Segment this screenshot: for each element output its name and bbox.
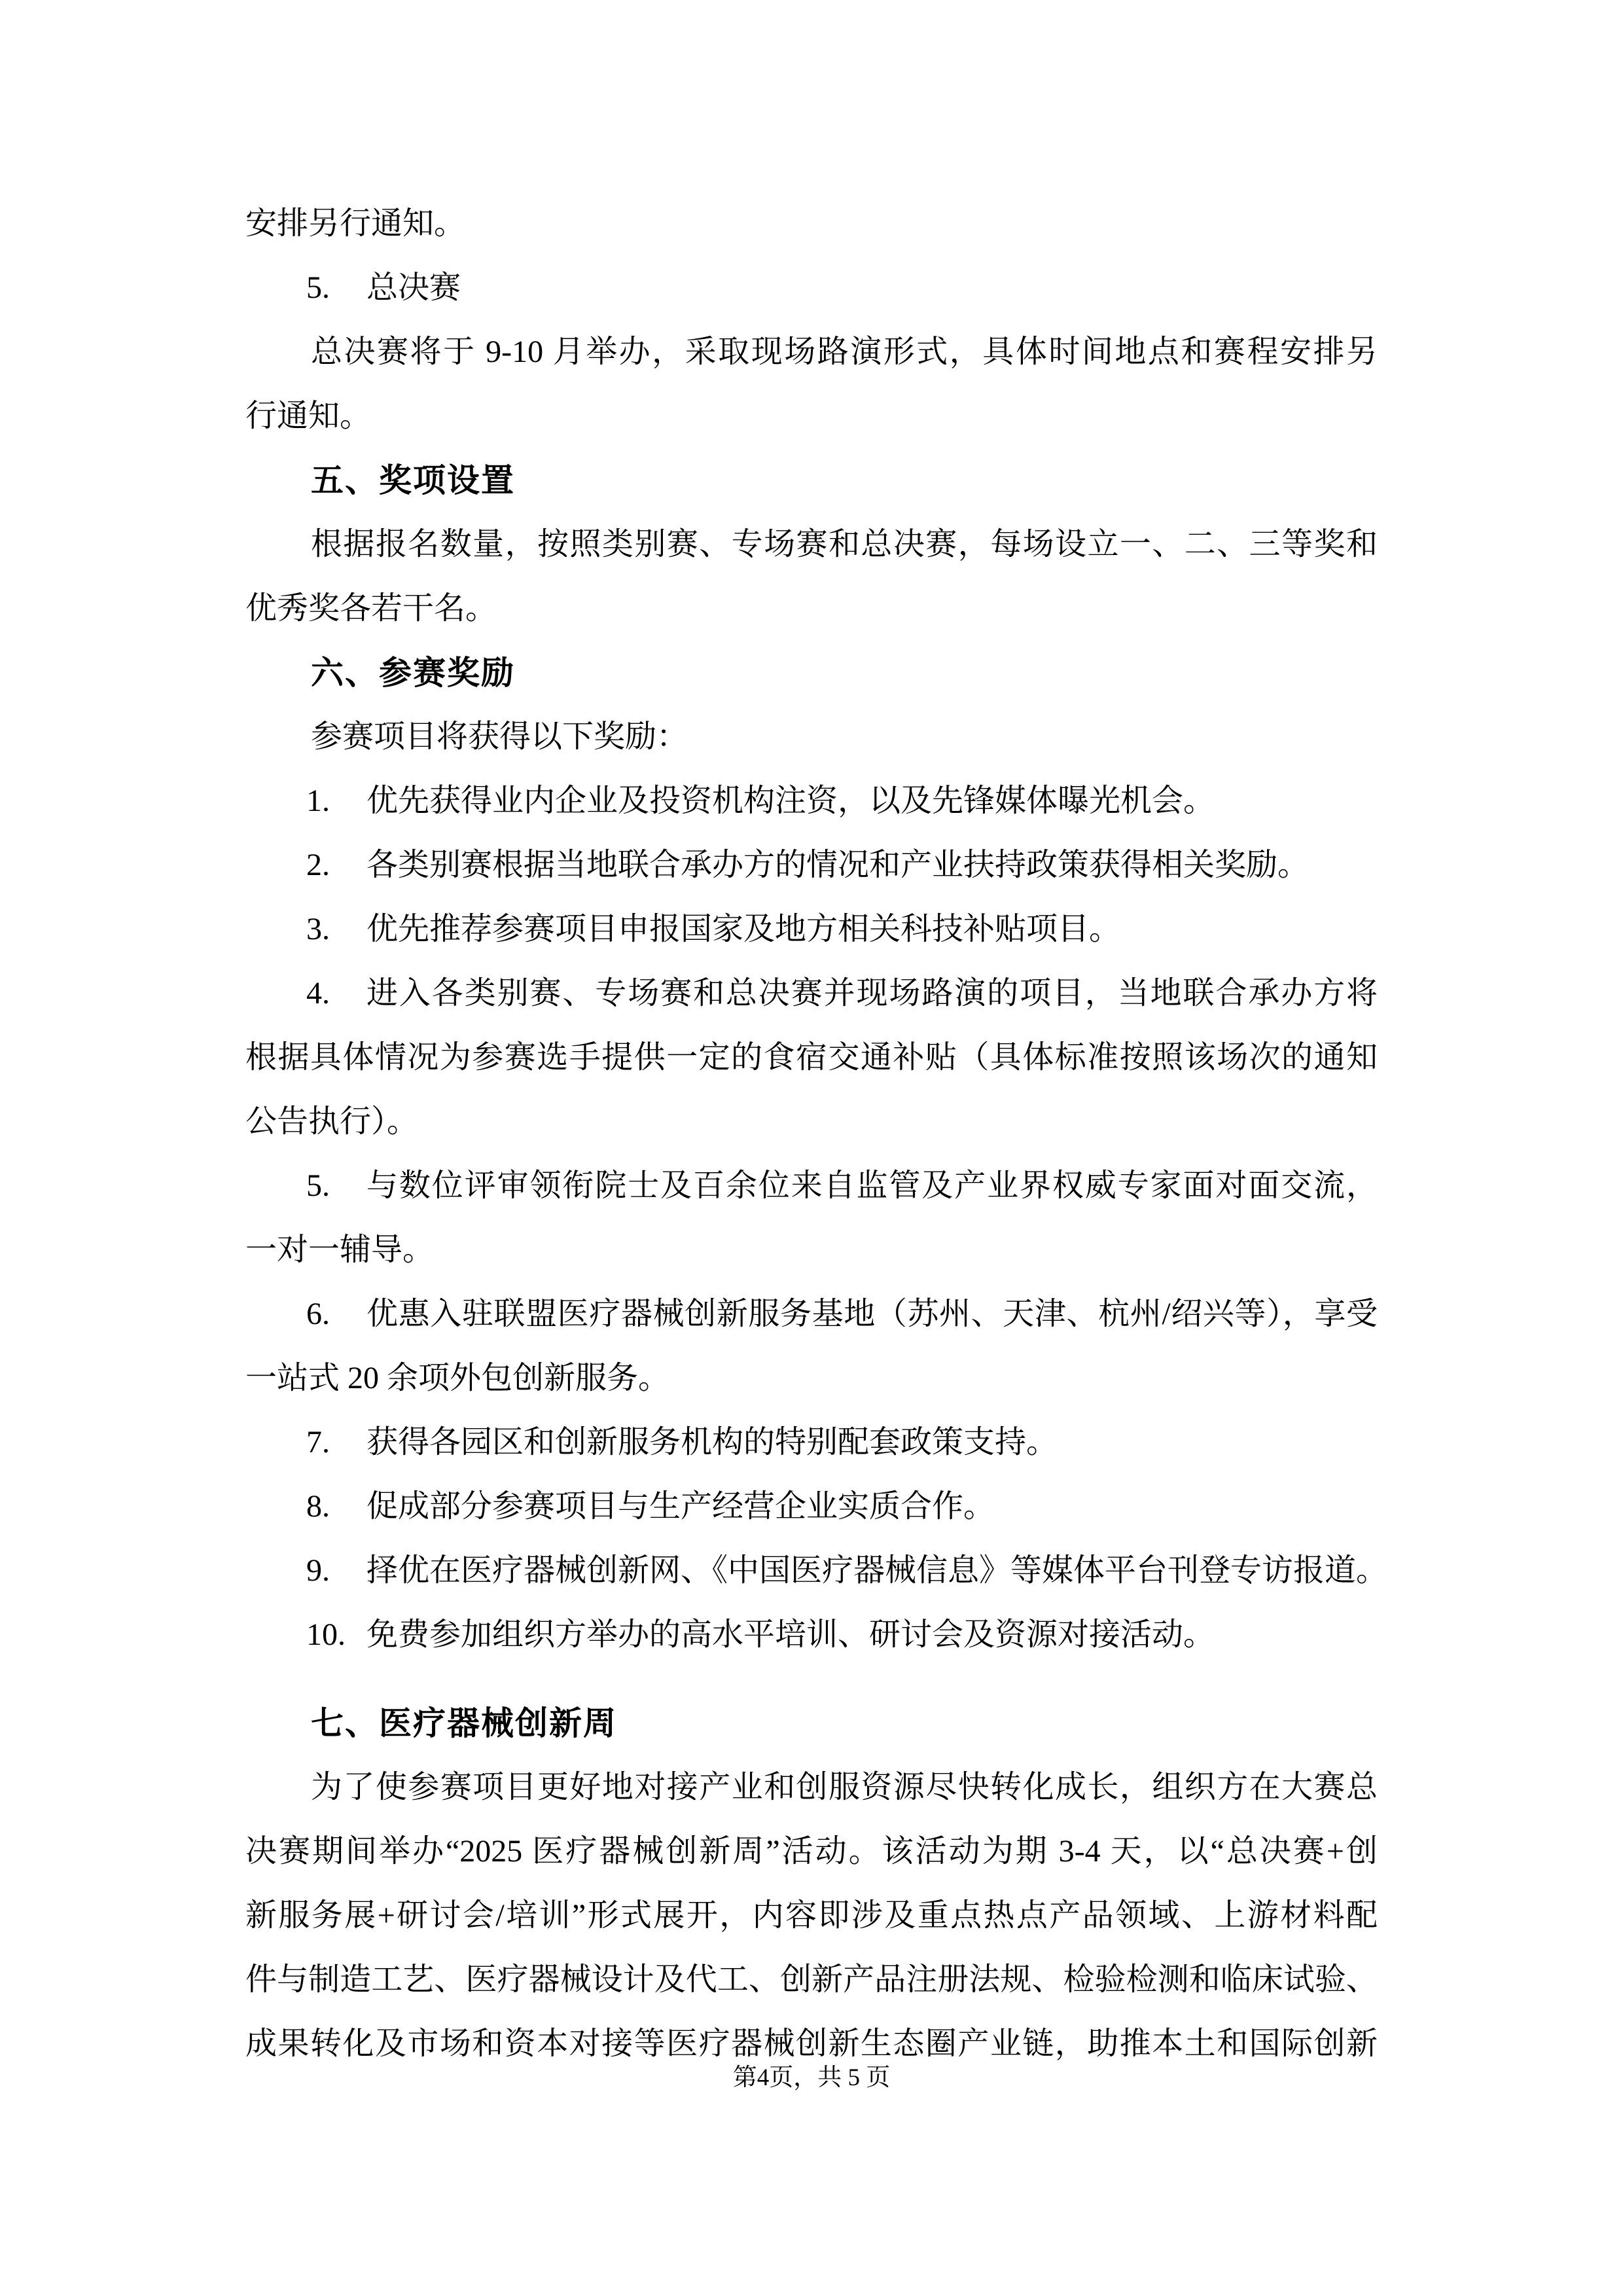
list-number: 7. xyxy=(306,1425,330,1460)
line-text: 优先推荐参赛项目申报国家及地方相关科技补贴项目。 xyxy=(366,912,1121,946)
text-line xyxy=(245,1820,1378,1884)
line-text: 公告执行）。 xyxy=(245,1104,419,1139)
line-text: 七、医疗器械创新周 xyxy=(311,1705,617,1742)
line-text: 六、参赛奖励 xyxy=(311,655,515,691)
list-number: 1. xyxy=(306,783,330,818)
document-content xyxy=(245,192,1388,2076)
text-line xyxy=(245,705,1378,769)
text-line xyxy=(245,1948,1378,2012)
text-line xyxy=(245,1475,1378,1539)
text-line xyxy=(245,1884,1378,1948)
line-text: 免费参加组织方举办的高水平培训、研讨会及资源对接活动。 xyxy=(366,1617,1215,1652)
line-text: 择优在医疗器械创新网、《中国医疗器械信息》等媒体平台刊登专访报道。 xyxy=(366,1553,1388,1588)
line-text: 五、奖项设置 xyxy=(311,462,515,499)
text-line xyxy=(245,1410,1378,1475)
line-text: 与数位评审领衔院士及百余位来自监管及产业界权威专家面对面交流， xyxy=(366,1168,1378,1203)
line-text: 优惠入驻联盟医疗器械创新服务基地（苏州、天津、杭州/绍兴等），享受 xyxy=(366,1297,1378,1331)
list-number: 4. xyxy=(306,976,330,1011)
text-line xyxy=(245,1026,1378,1090)
line-text: 进入各类别赛、专场赛和总决赛并现场路演的项目，当地联合承办方将 xyxy=(366,976,1378,1011)
text-line xyxy=(245,961,1378,1026)
text-line xyxy=(245,512,1378,577)
text-line xyxy=(245,320,1378,384)
text-line xyxy=(245,384,1378,448)
list-number: 10. xyxy=(306,1617,346,1652)
text-line xyxy=(245,1282,1378,1346)
text-line xyxy=(245,1603,1378,1667)
section-heading xyxy=(245,448,1378,512)
line-text: 一站式 20 余项外包创新服务。 xyxy=(245,1361,670,1395)
text-line xyxy=(245,1346,1378,1410)
text-line xyxy=(245,1755,1378,1820)
page-footer: 第4页，共 5 页 xyxy=(732,2064,891,2091)
list-number: 5. xyxy=(306,270,330,305)
line-text: 根据具体情况为参赛选手提供一定的食宿交通补贴（具体标准按照该场次的通知 xyxy=(245,1040,1378,1075)
text-line xyxy=(245,1090,1378,1154)
line-text: 根据报名数量，按照类别赛、专场赛和总决赛，每场设立一、二、三等奖和 xyxy=(311,527,1378,562)
list-number: 5. xyxy=(306,1168,330,1203)
list-number: 8. xyxy=(306,1489,330,1524)
section-heading xyxy=(245,1691,1378,1755)
list-number: 2. xyxy=(306,848,330,882)
line-text: 行通知。 xyxy=(245,399,372,433)
text-line xyxy=(245,1539,1388,1603)
text-line xyxy=(245,769,1378,833)
list-number: 9. xyxy=(306,1553,330,1588)
line-text: 新服务展+研讨会/培训”形式展开，内容即涉及重点热点产品领域、上游材料配 xyxy=(245,1898,1378,1933)
line-text: 件与制造工艺、医疗器械设计及代工、创新产品注册法规、检验检测和临床试验、 xyxy=(245,1962,1378,1997)
text-line xyxy=(245,192,1378,256)
text-line xyxy=(245,833,1378,897)
text-line xyxy=(245,256,1378,320)
line-text: 总决赛 xyxy=(366,270,461,305)
line-text: 参赛项目将获得以下奖励： xyxy=(311,719,688,754)
section-heading xyxy=(245,641,1378,705)
line-text: 各类别赛根据当地联合承办方的情况和产业扶持政策获得相关奖励。 xyxy=(366,848,1310,882)
line-text: 总决赛将于 9-10 月举办，采取现场路演形式，具体时间地点和赛程安排另 xyxy=(311,334,1378,369)
line-text: 决赛期间举办“2025 医疗器械创新周”活动。该活动为期 3-4 天，以“总决赛+创 xyxy=(245,1834,1378,1869)
list-number: 6. xyxy=(306,1297,330,1331)
line-text: 成果转化及市场和资本对接等医疗器械创新生态圈产业链，助推本土和国际创新 xyxy=(245,2026,1378,2061)
line-text: 为了使参赛项目更好地对接产业和创服资源尽快转化成长，组织方在大赛总 xyxy=(311,1770,1378,1804)
line-text: 优先获得业内企业及投资机构注资，以及先锋媒体曝光机会。 xyxy=(366,783,1215,818)
line-text: 安排另行通知。 xyxy=(245,206,466,241)
text-line xyxy=(245,897,1378,961)
text-line xyxy=(245,577,1378,641)
line-text: 一对一辅导。 xyxy=(245,1232,435,1267)
text-line xyxy=(245,1218,1378,1282)
line-text: 优秀奖各若干名。 xyxy=(245,591,497,626)
line-text: 促成部分参赛项目与生产经营企业实质合作。 xyxy=(366,1489,995,1524)
line-text: 获得各园区和创新服务机构的特别配套政策支持。 xyxy=(366,1425,1058,1460)
text-line xyxy=(245,1154,1378,1218)
list-number: 3. xyxy=(306,912,330,946)
